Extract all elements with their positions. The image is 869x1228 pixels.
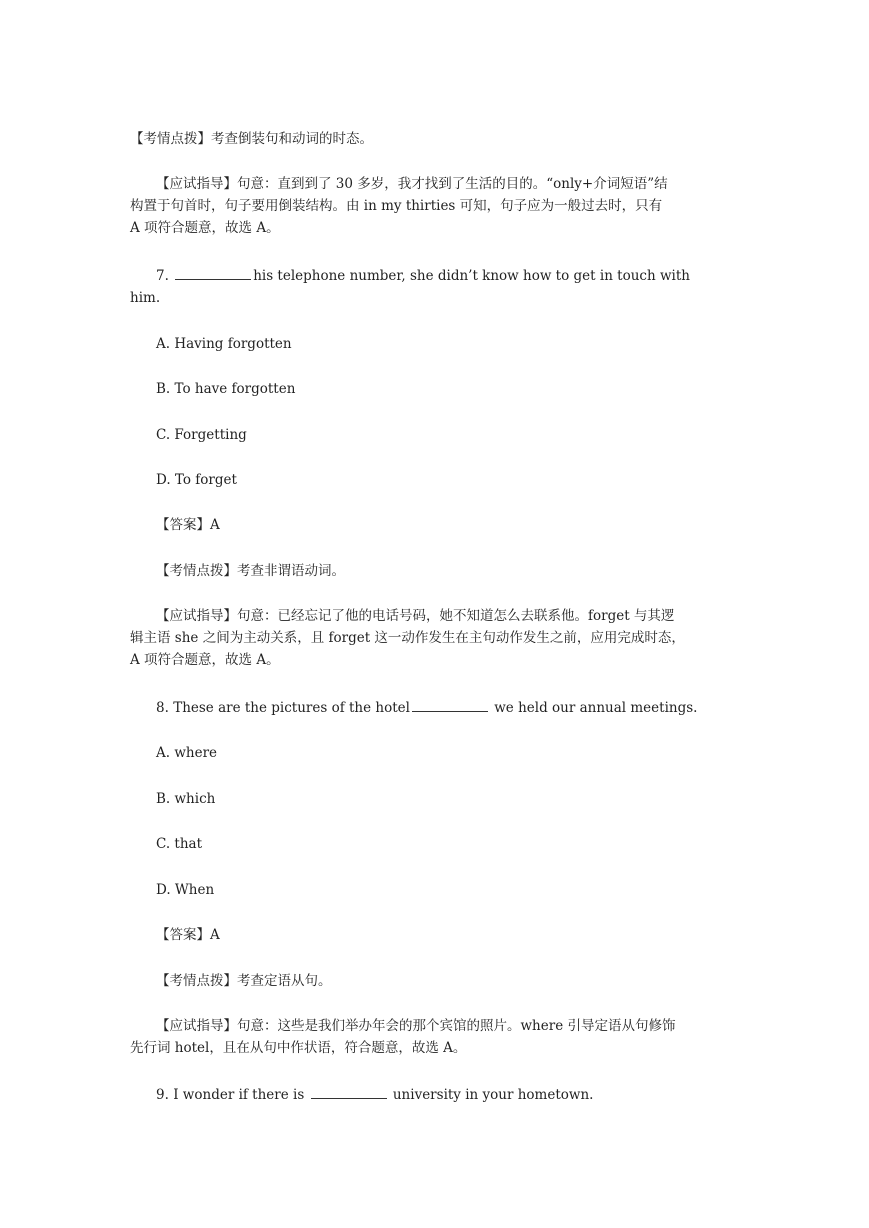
q8-stem: [156, 697, 762, 719]
q8-answer: 【答案】A: [156, 927, 220, 943]
q7-guide-line-2: 辑主语 she 之间为主动关系，且 forget 这一动作发生在主句动作发生之前，应用完成时态，: [130, 630, 685, 646]
q7-option-d: D. To forget: [156, 472, 237, 488]
answer-blank: [412, 699, 488, 712]
q7-stem-text: his telephone number, she didn’t know how to get in touch with: [253, 268, 690, 284]
q7-analysis: 【考情点拨】考查非谓语动词。: [156, 563, 345, 579]
q8-option-b: B. which: [156, 791, 216, 807]
q6-guide-line-1: 【应试指导】句意：直到到了 30 多岁，我才找到了生活的目的。“only+介词短语”结: [156, 176, 668, 192]
q7-stem-line-2: him.: [130, 290, 161, 306]
q8-option-d: D. When: [156, 882, 215, 898]
q7-option-c: C. Forgetting: [156, 427, 247, 443]
q6-guide: [130, 173, 736, 239]
q7-option-b: B. To have forgotten: [156, 381, 296, 397]
q7-number: 7.: [156, 268, 169, 284]
q6-guide-line-3: A 项符合题意，故选 A。: [130, 220, 280, 236]
q7-guide-line-1: 【应试指导】句意：已经忘记了他的电话号码，她不知道怎么去联系他。forget 与其逻: [156, 608, 675, 624]
q6-analysis: 【考情点拨】考查倒装句和动词的时态。: [130, 131, 373, 147]
q9-number: 9.: [156, 1087, 169, 1103]
q8-number: 8.: [156, 700, 169, 716]
q8-stem-after: we held our annual meetings.: [494, 700, 698, 716]
answer-blank: [175, 267, 251, 280]
q7-guide-line-3: A 项符合题意，故选 A。: [130, 652, 280, 668]
answer-blank: [311, 1086, 387, 1099]
q7-option-a: A. Having forgotten: [156, 336, 292, 352]
q6-guide-line-2: 构置于句首时，句子要用倒装结构。由 in my thirties 可知，句子应为一般过去时，只有: [130, 198, 663, 214]
q9-stem-before: I wonder if there is: [173, 1087, 305, 1103]
q8-guide-line-1: 【应试指导】句意：这些是我们举办年会的那个宾馆的照片。where 引导定语从句修饰: [156, 1018, 676, 1034]
q8-guide-line-2: 先行词 hotel，且在从句中作状语，符合题意，故选 A。: [130, 1040, 467, 1056]
q7-stem: [130, 265, 736, 309]
q8-analysis: 【考情点拨】考查定语从句。: [156, 973, 332, 989]
q9-stem: [156, 1084, 762, 1106]
q8-option-c: C. that: [156, 836, 203, 852]
q8-guide: [130, 1015, 736, 1059]
q8-option-a: A. where: [156, 745, 218, 761]
q7-answer: 【答案】A: [156, 517, 220, 533]
q7-guide: [130, 605, 736, 671]
q9-stem-after: university in your hometown.: [392, 1087, 594, 1103]
q8-stem-before: These are the pictures of the hotel: [173, 700, 410, 716]
